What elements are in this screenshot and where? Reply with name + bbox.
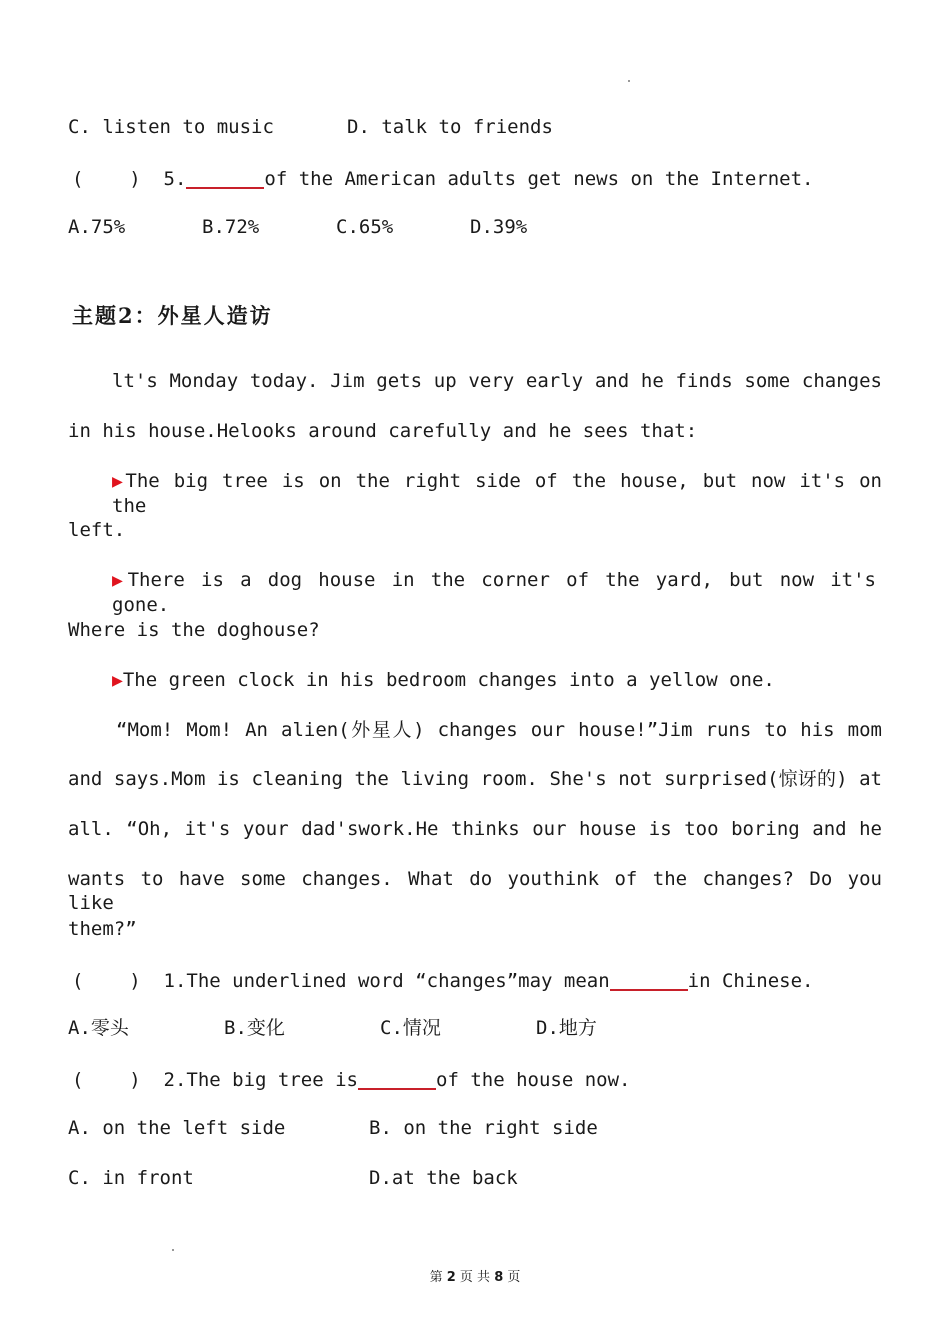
- passage-line: wants to have some changes. What do youthink of the changes? Do you like: [68, 868, 882, 914]
- page-number: 2: [446, 1270, 456, 1285]
- q1-option-d: D.地方: [536, 1017, 597, 1039]
- question-text: 2.The big tree is: [163, 1069, 358, 1091]
- bullet-3: [112, 668, 775, 693]
- q2-option-c: C. in front: [68, 1167, 194, 1189]
- answer-blank: [610, 967, 688, 991]
- question-text-end: of the house now.: [436, 1069, 631, 1091]
- triangle-bullet-icon: ▶: [112, 471, 126, 492]
- passage-line: Where is the doghouse?: [68, 619, 320, 641]
- bullet-1: [112, 469, 882, 518]
- passage-line: left.: [68, 519, 126, 541]
- answer-paren: ( ): [72, 970, 141, 992]
- q2-option-b: B. on the right side: [369, 1117, 598, 1139]
- answer-paren: ( ): [72, 168, 141, 190]
- q2-option-a: A. on the left side: [68, 1117, 286, 1139]
- passage-line: them?”: [68, 918, 137, 940]
- question-text: 1.The underlined word “changes”may mean: [163, 970, 610, 992]
- question-number: 5.: [163, 168, 187, 190]
- speck-mark: [628, 80, 630, 82]
- question-text: of the American adults get news on the Internet.: [264, 168, 814, 190]
- q1-option-b: B.变化: [224, 1017, 285, 1039]
- passage-line: “Mom! Mom! An alien(外星人) changes our house!”Jim runs to his mom: [116, 719, 882, 741]
- q2-option-d: D.at the back: [369, 1167, 518, 1189]
- footer-text: 页: [507, 1270, 521, 1285]
- passage-line: all. “Oh, it's your dad'swork.He thinks our house is too boring and he: [68, 818, 882, 840]
- q4-option-d: D. talk to friends: [347, 116, 553, 138]
- passage-line: in his house.Helooks around carefully and he sees that:: [68, 420, 698, 442]
- section-heading: 主题2：外星人造访: [72, 303, 273, 328]
- bullet-text: The green clock in his bedroom changes into a yellow one.: [122, 669, 775, 691]
- q5-option-b: B.72%: [202, 216, 260, 238]
- bullet-text: The big tree is on the right side of the house, but now it's on the: [112, 470, 882, 517]
- page-total: 8: [494, 1270, 504, 1285]
- page-footer: [0, 1266, 950, 1285]
- q5-option-a: A.75%: [68, 216, 126, 238]
- question-2: [72, 1066, 630, 1092]
- q5-option-d: D.39%: [470, 216, 528, 238]
- answer-blank: [186, 165, 264, 189]
- passage-line: and says.Mom is cleaning the living room. She's not surprised(惊讶的) at: [68, 768, 882, 790]
- question-5: [72, 165, 814, 191]
- speck-mark: [172, 1249, 174, 1251]
- q1-option-a: A.零头: [68, 1017, 129, 1039]
- triangle-bullet-icon: ▶: [112, 670, 123, 691]
- q5-option-c: C.65%: [336, 216, 394, 238]
- answer-blank: [358, 1066, 436, 1090]
- footer-text: 第: [429, 1270, 443, 1285]
- passage-line: lt's Monday today. Jim gets up very early and he finds some changes: [112, 370, 882, 392]
- bullet-text: There is a dog house in the corner of the yard, but now it's gone.: [112, 569, 876, 616]
- question-text-end: in Chinese.: [687, 970, 814, 992]
- triangle-bullet-icon: ▶: [112, 570, 128, 591]
- question-1: [72, 967, 814, 993]
- footer-text: 页 共: [459, 1270, 491, 1285]
- answer-paren: ( ): [72, 1069, 141, 1091]
- bullet-2: [112, 568, 876, 617]
- q4-option-c: C. listen to music: [68, 116, 274, 138]
- q1-option-c: C.情况: [380, 1017, 441, 1039]
